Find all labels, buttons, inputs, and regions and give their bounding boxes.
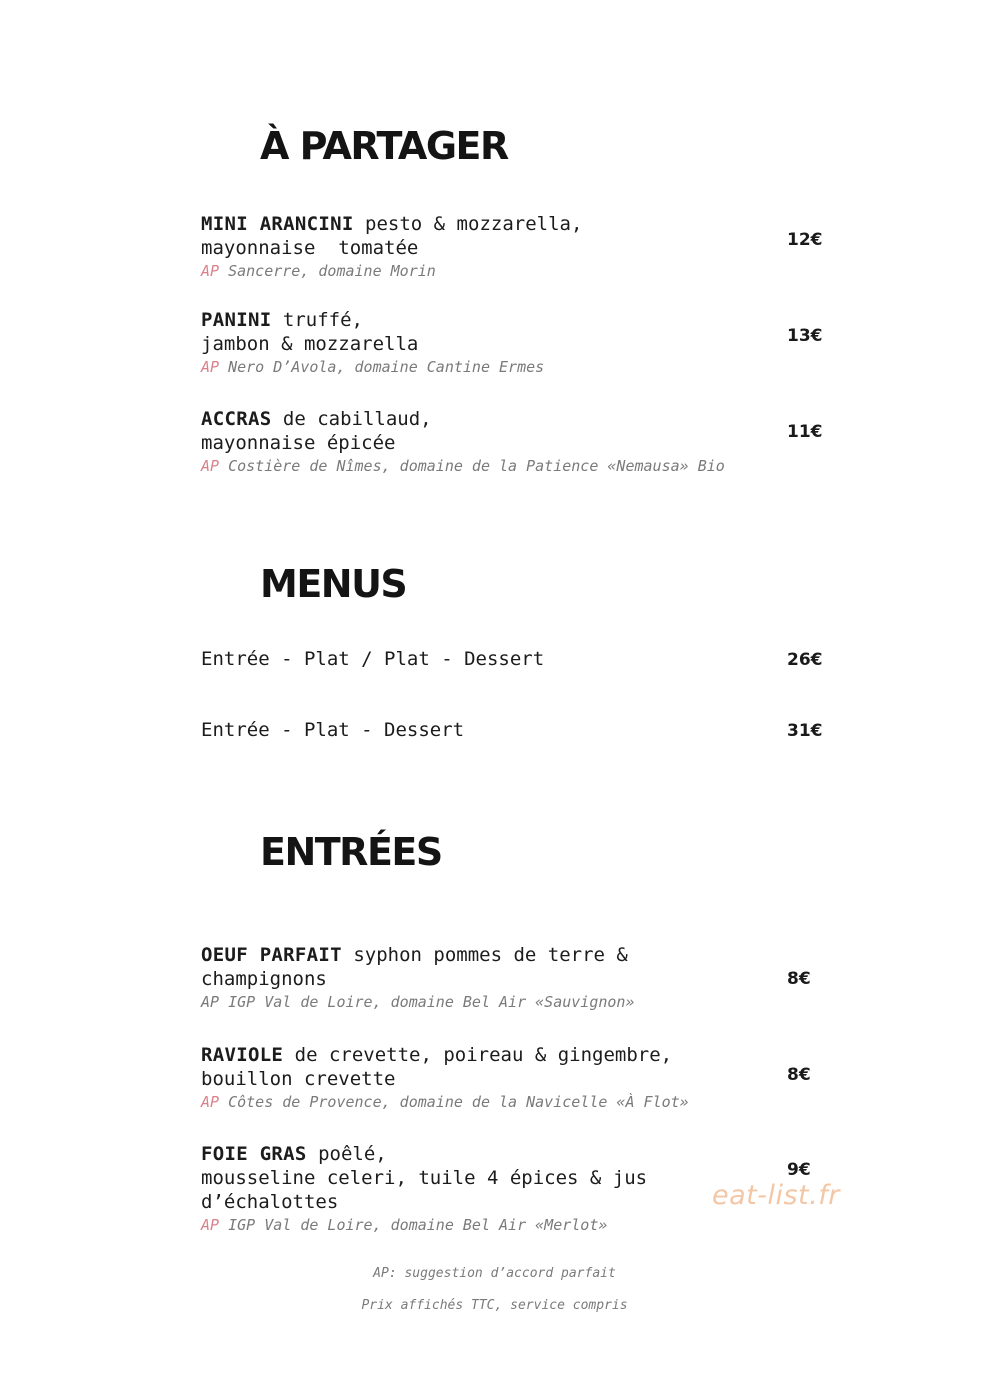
item-details: poêlé, mousseline celeri, tuile 4 épices & jus d’échalottes: [201, 1143, 648, 1213]
menu-formula-2: Entrée - Plat - Dessert: [201, 719, 465, 741]
item-details: truffé, jambon & mozzarella: [201, 309, 419, 355]
item-description: [201, 212, 721, 260]
wine-name: Sancerre, domaine Morin: [219, 262, 436, 280]
item-details: de crevette, poireau & gingembre, bouillon crevette: [201, 1044, 673, 1090]
item-price: 9€: [787, 1160, 811, 1180]
footer-price-note: Prix affichés TTC, service compris: [361, 1298, 628, 1313]
formula-price-2: 31€: [787, 721, 823, 741]
wine-pairing: [201, 455, 841, 477]
item-description: [201, 1142, 721, 1214]
wine-ap-label: AP: [201, 993, 220, 1011]
wine-name: IGP Val de Loire, domaine Bel Air «Sauvignon»: [219, 993, 635, 1011]
menu-item-accras: [201, 407, 841, 477]
item-name: ACCRAS: [201, 408, 272, 430]
menu-item-panini: [201, 308, 841, 378]
wine-ap-label: AP: [201, 1093, 220, 1111]
section-title-a-partager: À PARTAGER: [260, 124, 508, 168]
menu-item-raviole: [201, 1043, 841, 1113]
wine-name: Costière de Nîmes, domaine de la Patience «Nemausa» Bio: [219, 457, 725, 475]
wine-ap-label: AP: [201, 262, 220, 280]
item-name: RAVIOLE: [201, 1044, 284, 1066]
footer-ap-note: AP: suggestion d’accord parfait: [373, 1266, 616, 1281]
item-name: PANINI: [201, 309, 272, 331]
item-price: 12€: [787, 230, 823, 250]
wine-name: Nero D’Avola, domaine Cantine Ermes: [219, 358, 545, 376]
wine-pairing: [201, 1214, 841, 1236]
wine-pairing: [201, 260, 841, 282]
wine-ap-label: AP: [201, 457, 220, 475]
wine-pairing: [201, 356, 841, 378]
item-description: [201, 308, 721, 356]
formula-price-1: 26€: [787, 650, 823, 670]
section-title-entrees: ENTRÉES: [260, 830, 442, 874]
item-description: [201, 943, 721, 991]
wine-pairing: [201, 1091, 841, 1113]
item-name: OEUF PARFAIT: [201, 944, 342, 966]
watermark-logo: eat-list.fr: [712, 1180, 840, 1211]
item-details: syphon pommes de terre & champignons: [201, 944, 628, 990]
menu-item-mini-arancini: [201, 212, 841, 282]
item-details: pesto & mozzarella, mayonnaise tomatée: [201, 213, 583, 259]
item-price: 11€: [787, 422, 823, 442]
section-title-menus: MENUS: [260, 562, 407, 606]
item-details: de cabillaud, mayonnaise épicée: [201, 408, 432, 454]
wine-name: Côtes de Provence, domaine de la Navicelle «À Flot»: [219, 1093, 689, 1111]
item-description: [201, 407, 721, 455]
menu-formula-1: Entrée - Plat / Plat - Dessert: [201, 648, 545, 670]
item-price: 13€: [787, 326, 823, 346]
wine-ap-label: AP: [201, 358, 220, 376]
item-description: [201, 1043, 721, 1091]
item-price: 8€: [787, 1065, 811, 1085]
menu-item-oeuf-parfait: [201, 943, 841, 1013]
item-price: 8€: [787, 969, 811, 989]
wine-name: IGP Val de Loire, domaine Bel Air «Merlot»: [219, 1216, 608, 1234]
wine-pairing: [201, 991, 841, 1013]
item-name: FOIE GRAS: [201, 1143, 307, 1165]
wine-ap-label: AP: [201, 1216, 220, 1234]
item-name: MINI ARANCINI: [201, 213, 354, 235]
